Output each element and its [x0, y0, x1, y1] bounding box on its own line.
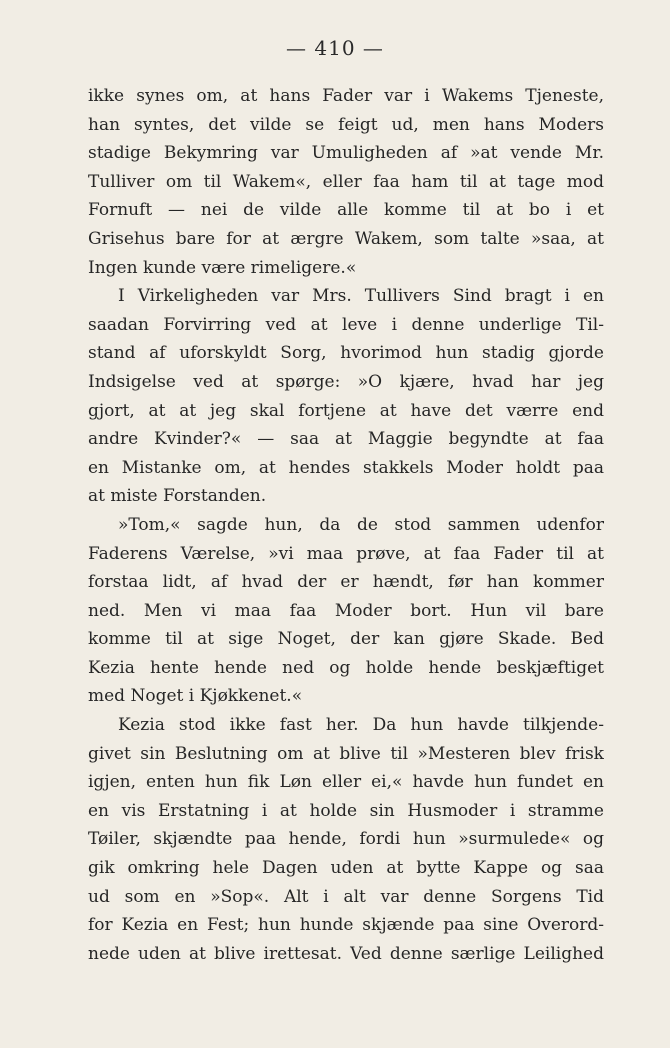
text-line: stand af uforskyldt Sorg, hvorimod hun stadig gjorde — [88, 343, 604, 364]
body-text — [88, 82, 604, 968]
text-line: Faderens Værelse, »vi maa prøve, at faa Fader til at — [88, 543, 604, 564]
text-line: Tøiler, skjændte paa hende, fordi hun »surmulede« og — [88, 829, 604, 850]
text-line: andre Kvinder?« — saa at Maggie begyndte at faa — [88, 429, 604, 450]
page-number: — 410 — — [286, 36, 384, 60]
text-line: komme til at sige Noget, der kan gjøre Skade. Bed — [88, 629, 604, 650]
text-line: saadan Forvirring ved at leve i denne underlige Til- — [88, 314, 604, 335]
text-line: nede uden at blive irettesat. Ved denne særlige Leilighed — [88, 943, 604, 964]
text-line: forstaa lidt, af hvad der er hændt, før han kommer — [88, 572, 604, 593]
text-line: for Kezia en Fest; hun hunde skjænde paa sine Overord- — [88, 915, 604, 936]
text-line: Kezia stod ikke fast her. Da hun havde tilkjende- — [118, 715, 604, 736]
text-line: »Tom,« sagde hun, da de stod sammen udenfor — [118, 514, 604, 535]
text-line: ikke synes om, at hans Fader var i Wakems Tjeneste, — [88, 86, 604, 106]
text-line: han syntes, det vilde se feigt ud, men hans Moders — [88, 114, 604, 135]
text-line: med Noget i Kjøkkenet.« — [88, 686, 303, 707]
text-line: gjort, at at jeg skal fortjene at have det værre end — [88, 400, 604, 421]
text-line: ud som en »Sop«. Alt i alt var denne Sorgens Tid — [88, 886, 604, 907]
text-line: Ingen kunde være rimeligere.« — [88, 257, 357, 278]
text-line: Tulliver om til Wakem«, eller faa ham til at tage mod — [88, 171, 604, 192]
text-line: igjen, enten hun fik Løn eller ei,« havde hun fundet en — [88, 772, 604, 793]
text-line: en Mistanke om, at hendes stakkels Moder holdt paa — [88, 457, 604, 478]
text-line: Indsigelse ved at spørge: »O kjære, hvad har jeg — [88, 371, 604, 392]
text-line: givet sin Beslutning om at blive til »Mesteren blev frisk — [88, 743, 604, 764]
text-line: Fornuft — nei de vilde alle komme til at bo i et — [88, 200, 604, 221]
text-line: en vis Erstatning i at holde sin Husmoder i stramme — [88, 800, 604, 821]
text-line: at miste Forstanden. — [88, 486, 267, 507]
text-line: ned. Men vi maa faa Moder bort. Hun vil bare — [88, 600, 604, 621]
text-line: I Virkeligheden var Mrs. Tullivers Sind bragt i en — [118, 286, 604, 307]
text-line: Kezia hente hende ned og holde hende beskjæftiget — [88, 657, 604, 678]
text-line: stadige Bekymring var Umuligheden af »at vende Mr. — [88, 143, 604, 164]
text-line: Grisehus bare for at ærgre Wakem, som talte »saa, at — [88, 228, 604, 249]
text-line: gik omkring hele Dagen uden at bytte Kappe og saa — [88, 858, 604, 879]
